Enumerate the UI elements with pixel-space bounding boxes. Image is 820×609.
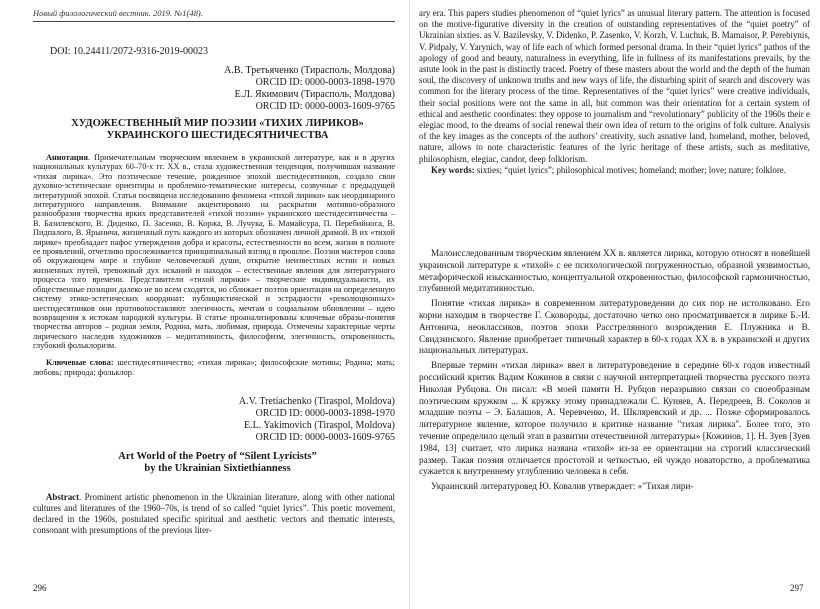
- author-line: ORCID ID: 0000-0003-1609-9765: [255, 432, 395, 443]
- abstract-ru-text: . Примечательным творческим явлением в украинской литературе, как и в других национальных культурах 60–70-х гг. ХХ в., стала художественная тенденция, получившая название «тихая лирика». Это поэтическое течение, рожденное эпохой шестидесятников, создало свои духовно-эстетические ориентиры и проблемно-тематические интересы, созвучные с предыдущей литературной эпохой. Статья посвящена исследованию феномена «тихой лирики» как неординарного литературного направления. Внимание акцентировано на раскрытии мотивно-образного разнообразия творчества ярких представителей «тихой поэзии» украинского шестидесятничества – В. Базилевского, В. Диденко, П. Засенко, В. Коржа, В. Лучука, Б. Мамайсура, П. Перебийноса, В. Пидпалого, В. Ярынича, жизненный путь каждого из которых обозначен личной драмой. В их «тихой лирике» преобладает пафос утверждения добра и красоты, естественности во всем, жизни в полноте ее проявлений, отчетливо прослеживается принципиальный взгляд в прошлое. Поэзия мастеров слова об окружающем мире и глубине человеческой души, открытие неизвестных истин и новых жизненных путей, тревожный дух исканий и находок – естественные явления для литературного процесса того времени. Представители «тихой лирики» – творческие индивидуальности, их общественные позиции далеко не во всем сходятся, но сближает поэтов ориентация на определенную систему этико-эстетических координат: публицистической и эстрадности «революционных» шестидесятников они противопоставляют элегичность, мечтам о социальном обновлении – идею возвращения к истокам народной культуры. В статье проанализированы ключевые образы-понятия творчества авторов – родная земля, Родина, мать, любимая, природа. Отмечены характерные черты лирического наследия художников – медитативность, философизм, элегичность, откровенность, глубокий фольклоризм.: [33, 153, 395, 351]
- keywords-ru: [33, 358, 395, 377]
- keywords-en: [419, 165, 810, 176]
- author-line: Е.Л. Якимович (Тирасполь, Молдова): [234, 89, 395, 100]
- title-line: ХУДОЖЕСТВЕННЫЙ МИР ПОЭЗИИ «ТИХИХ ЛИРИКОВ»: [71, 118, 364, 129]
- abstract-en-continued: [419, 8, 810, 176]
- abstract-ru: [33, 153, 395, 351]
- body-paragraph: Понятие «тихая лирика» в современном литературоведении до сих пор не истолковано. Его корни находим в творчестве Г. Сковороды, достаточно четко оно просматривается в лирике Б.-И. Антонича, неоклассиков, поэтов эпохи Расстрелянного возрождения Е. Плужника и В. Свидзинского. Явление приобретает типичный характер в 60-х годах ХХ в. в украинской и других национальных литературах.: [419, 298, 810, 356]
- article-title-ru: [40, 118, 395, 142]
- right-page: [410, 0, 820, 609]
- keywords-ru-label: Ключевые слова:: [46, 358, 114, 367]
- abstract-en: [33, 492, 395, 536]
- body-paragraph: Впервые термин «тихая лирика» ввел в литературоведение в середине 60-х годов известный российский критик Вадим Кожинов в связи с научной интерпретацией творчества русского поэта Николая Рубцова. Он писал: «В моей памяти Н. Рубцов неразрывно связан со своеобразным поэтическим кружком ... К кружку этому принадлежали С. Куняев, А. Передреев, В. Соколов и младшие поэты – Э. Балашов, А. Черевченко, И. Шкляревский и др. ... Позже сформировалось литературное явление, которое получило в критике название "тихая лирика". Более того, это течение определило целый этап в развитии отечественной литературы» [Кожинов, 1]. Н. Зуев [Зуев 1984, 13] считает, что лирика названа «тихой» из-за ее ориентации на строгий классический размер. Такая поэзия отличается простотой и четкостью, ей чуждо новаторство, а проблематика сужается к внутреннему углублению человека в себя.: [419, 360, 810, 477]
- keywords-en-text: sixties; “quiet lyrics”; philosophical motives; homeland; mother; love; nature; folklore.: [474, 164, 786, 175]
- title-line: Art World of the Poetry of “Silent Lyricists”: [118, 451, 317, 462]
- abstract-en-text: . Prominent artistic phenomenon in the Ukrainian literature, along with other national cultures and literatures of the 1960–70s, is trend of so called “quiet lyrics”. This poetic movement, declared in the 1960s, postulated specific spiritual and aesthetic vectors and thematic interests, consonant with presumptions of the previous liter-: [33, 492, 395, 535]
- title-line: by the Ukrainian Sixtiethianness: [144, 463, 291, 474]
- header-rule: [33, 21, 395, 22]
- body-paragraph: Украинский литературовед Ю. Ковалив утверждает: «"Тихая лири-: [431, 481, 694, 492]
- keywords-en-label: Key words:: [431, 164, 475, 175]
- doi: DOI: 10.24411/2072-9316-2019-00023: [50, 46, 208, 57]
- running-head: Новый филологический вестник. 2019. №1(48).: [33, 8, 203, 18]
- article-body: [419, 248, 810, 496]
- abstract-en-label: Abstract: [46, 492, 80, 502]
- page-number-left: 296: [33, 583, 47, 593]
- author-line: ORCID ID: 0000-0003-1898-1970: [255, 408, 395, 419]
- page-number-right: 297: [790, 583, 804, 593]
- abstract-ru-label: Аннотация: [46, 153, 88, 162]
- body-paragraph: Малоисследованным творческим явлением ХХ в. является лирика, которую относят в новейшей украинской литературе к «тихой» с ее психологической погруженностью, образной уязвимостью, метафорической изысканностью, концептуальной откровенностью, философской гармоничностью, глубинной медитативностью.: [419, 248, 810, 294]
- authors-en: [50, 396, 395, 444]
- author-line: ORCID ID: 0000-0003-1898-1970: [255, 77, 395, 88]
- authors-ru: [50, 65, 395, 113]
- author-line: А.В. Третьяченко (Тирасполь, Молдова): [224, 65, 395, 76]
- title-line: УКРАИНСКОГО ШЕСТИДЕСЯТНИЧЕСТВА: [106, 130, 329, 141]
- author-line: ORCID ID: 0000-0003-1609-9765: [255, 101, 395, 112]
- author-line: E.L. Yakimovich (Tiraspol, Moldova): [243, 420, 395, 431]
- keywords-ru-text: шестидесятничество; «тихая лирика»; философские мотивы; Родина; мать; любовь; природа; фольклор.: [33, 358, 396, 377]
- author-line: A.V. Tretiachenko (Tiraspol, Moldova): [238, 396, 395, 407]
- abstract-en-cont-text: ary era. This papers studies phenomenon of “quiet lyrics” as unusual literary pattern. The attention is focused on the motive-figurative diversity in the creation of outstanding representatives of the “quiet poetry” of Ukrainian sixties. as V. Bazilevsky, V. Didenko, P. Zasenko, V. Korzh, V. Luchuk, B. Mamaisor, P. Perebiynis, V. Pidpaly, V. Yarynich, way of life each of which formed personal drama. In their “quiet lyrics” pathos of the apology of good and beauty, naturalness in everything, life in fullness of its manifestations prevails, by the astute look in the past is distinctly traced. Poetry of these masters about the world and the depth of the human soul, the discovery of unknown truths and new ways of life, the disturbing spirit of search and discovery was common for the literary process of the time. Representatives of the “quiet lyrics” were creative individuals, their social positions were not the same in all, but common was their orientation for a certain system of ethical and aesthetic coordinates: they oppose to journalism and “revolutionary” publicity of the 1960s their e elegiac mood, to the dreams of social renewal their own idea of return to the origins of folk culture. Analysis of the key images as the concepts of the authors’ creativity, such asnative land, homeland, mother, beloved, nature, allows to note characteristic features of the lyric heritage of these artists, such as meditative, philosophism, elegiac, candor, deep folklorism.: [419, 8, 810, 164]
- article-title-en: [40, 451, 395, 475]
